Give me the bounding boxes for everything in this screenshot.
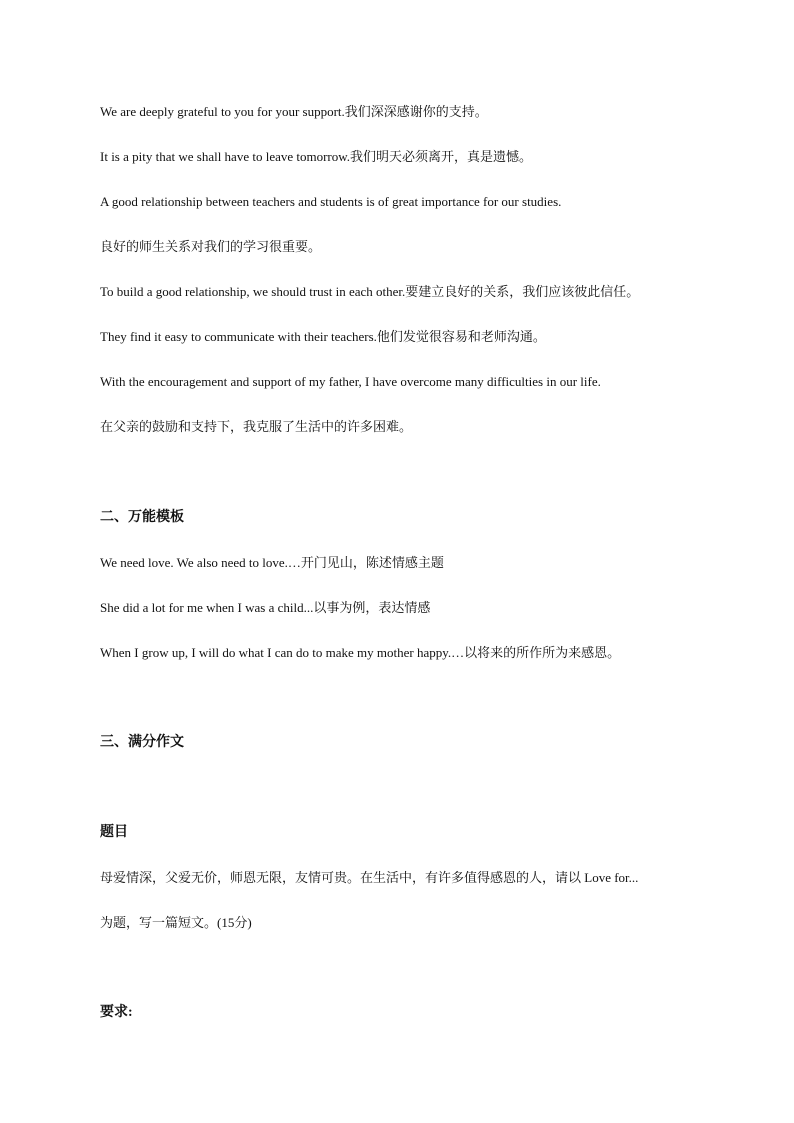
template-line-2: She did a lot for me when I was a child...以事为例，表达情感	[100, 600, 431, 615]
template-line-1: We need love. We also need to love.…开门见山，陈述情感主题	[100, 555, 444, 570]
sentence-6: With the encouragement and support of my father, I have overcome many difficulties in our life.	[100, 374, 601, 389]
sentence-3: A good relationship between teachers and students is of great importance for our studies.	[100, 194, 562, 209]
topic-line-2: 为题，写一篇短文。(15分)	[100, 915, 252, 930]
template-line-3: When I grow up, I will do what I can do to make my mother happy.…以将来的所作所为来感恩。	[100, 645, 621, 660]
requirements-label: 要求:	[100, 1005, 133, 1020]
topic-line-1: 母爱情深，父爱无价，师恩无限，友情可贵。在生活中，有许多值得感恩的人，请以 Love for...	[100, 870, 639, 885]
sentence-5: They find it easy to communicate with their teachers.他们发觉很容易和老师沟通。	[100, 329, 546, 344]
sentence-4: To build a good relationship, we should trust in each other.要建立良好的关系，我们应该彼此信任。	[100, 284, 640, 299]
sentence-6-translation: 在父亲的鼓励和支持下，我克服了生活中的许多困难。	[100, 419, 413, 434]
topic-label: 题目	[100, 825, 128, 840]
sentence-3-translation: 良好的师生关系对我们的学习很重要。	[100, 239, 322, 254]
section-2-heading: 二、万能模板	[100, 510, 184, 525]
sentence-2: It is a pity that we shall have to leave tomorrow.我们明天必须离开，真是遗憾。	[100, 149, 533, 164]
section-3-heading: 三、满分作文	[100, 735, 184, 750]
sentence-1: We are deeply grateful to you for your support.我们深深感谢你的支持。	[100, 104, 488, 119]
